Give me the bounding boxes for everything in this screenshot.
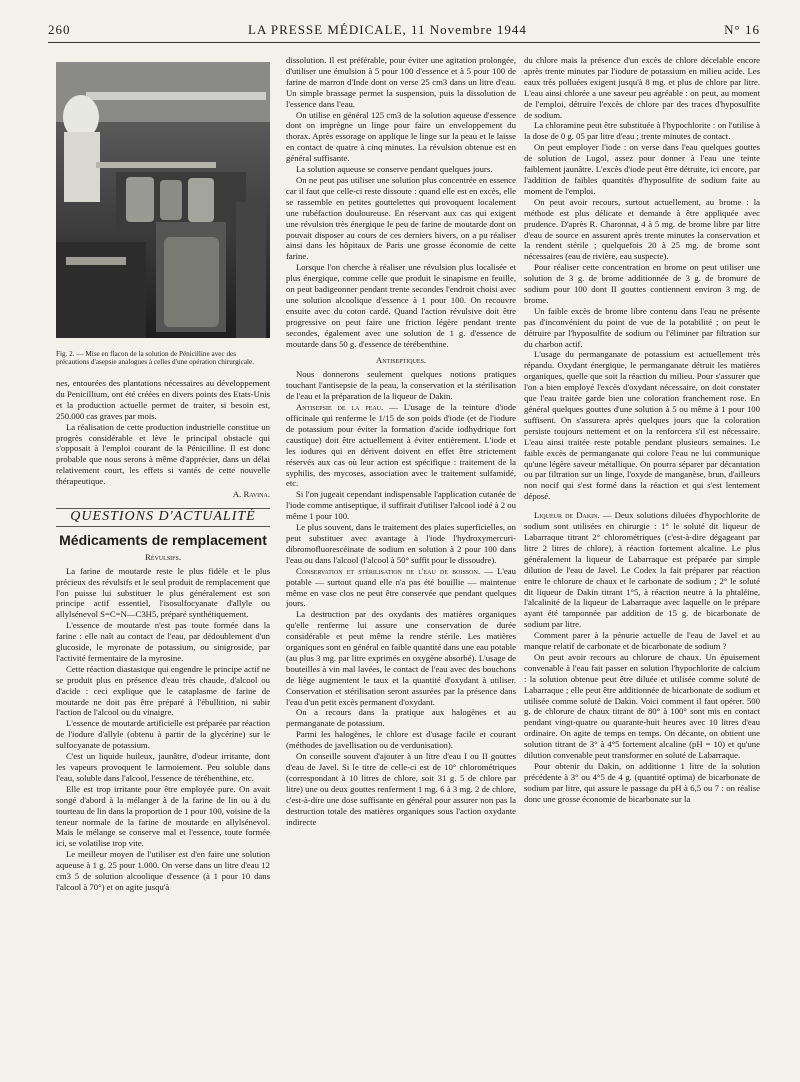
paragraph: du chlore mais la présence d'un excès de chlore décelable encore après trente minutes par l'iodure de potassium en milieu acide. Les eaux très polluées exigent jusqu'à 8 mg. et plus de chlore par litre. L'eau ainsi chlorée a une saveur peu agréable : on peut, au moment de l'emploi, détruire l'excès de chlore par des traces d'hyposulfite de sodium. (524, 55, 760, 120)
penicillin-bottling-photo (56, 62, 270, 338)
paragraph: Pour réaliser cette concentration en brome on peut utiliser une solution de 3 g. de brome additionnée de 3 g. de bromure de sodium pour 100 dont II gouttes contiennent environ 3 mg. de brome. (524, 262, 760, 305)
run-in-heading: Conservation et stérilisation de l'eau de boisson. (296, 565, 481, 576)
paragraph: Elle est trop irritante pour être employée pure. On avait songé d'abord à la mélanger à de la farine de lin ou à du tourteau de lin dans la proportion de 1 pour 100, voisine de la teneur normale de la farine de moutarde en allylsénevol. Mais le mélange se conserve mal et l'essence, toute formée ici, se volatilise trop vite. (56, 783, 270, 849)
paragraph (286, 566, 516, 610)
header-rule (48, 42, 760, 43)
figure-caption: Fig. 2. — Mise en flacon de la solution de Pénicilline avec des précautions d'asepsie analogues à celles d'une opération chirurgicale. (56, 350, 255, 367)
paragraph: On ne peut pas utiliser une solution plus concentrée en essence car il faut que celle-ci reste dissoute : quand elle est en excès, elle se rassemble en petites gouttelettes qui provoquent localement une rubéfaction douloureuse. En réservant aux cas qui exigent une révulsion très énergique le peu de farine de moutarde dont on pouvait disposer au cours de ces derniers hivers, on a pu réaliser ainsi dans les hôpitaux de Paris une grosse économie de cette farine. (286, 174, 516, 262)
paragraph (286, 402, 516, 489)
paragraph: La chloramine peut être substituée à l'hypochlorite : on l'utilise à la dose de 0 g. 05 par litre d'eau ; trente minutes de contact. (524, 120, 760, 142)
paragraph: L'usage du permanganate de potassium est actuellement très répandu. Oxydant énergique, le permanganate détruit les matières organiques, quelle que soit la réaction du milieu. Pour s'assurer que l'on a bien employé l'excès d'oxydant nécessaire, on doit constater que l'eau traitée garde bien une coloration franchement rose. En général quelques gouttes d'une solution à 5 ou même à 1 pour 100 suffisent. On s'assurera après quelques jours que la coloration persiste toujours nettement et on la renforcera s'il est nécessaire. L'eau ainsi traitée reste potable pendant plusieurs semaines. Le faible excès de permanganate qui colore l'eau ne lui communique qu'une légère saveur métallique. On pourra séparer par décantation ou par filtration sur un linge, l'oxyde de manganèse, brun, d'ailleurs non nocif qui s'est formé dans la réaction et qui s'est lentement déposé. (524, 349, 760, 502)
paragraph: dissolution. Il est préférable, pour éviter une agitation prolongée, d'utiliser une émulsion à 5 pour 100 d'essence et à 5 pour 100 de farine de marron d'Inde dont on verse 25 cm3 dans un litre d'eau. Un simple brassage permet la suspension, puis la dissolution de l'essence dans l'eau. (286, 55, 516, 109)
paragraph-text: — L'usage de la teinture d'iode officinale qui renferme le 1/15 de son poids d'iode (et de l'iodure de potassium pour éviter la formation d'acide iodhydrique fort caustique) doit être actuellement à éviter entièrement. L'iode et les iodures qui en dérivent doivent en effet être strictement réservés aux cas où leur action est spécifique : traitement de la syphilis, des mycoses, association avec le traitement sulfamidé, etc. (286, 402, 516, 489)
run-in-heading: Liqueur de Dakin. (534, 510, 600, 521)
paragraph: Lorsque l'on cherche à réaliser une révulsion plus localisée et plus énergique, comme celle que produit le sinapisme en feuille, on peut badigeonner pendant trente secondes l'endroit choisi avec une solution alcoolique d'essence à 1 pour 100. On recouvre ensuite avec du coton cardé. Quand l'action révulsive doit être progressive on peut faire une friction légère pendant trente secondes, également avec une solution de 1 g. d'essence de moutarde dans 50 g. d'essence de térébenthine. (286, 262, 516, 349)
column-1 (56, 378, 270, 1076)
paragraph: Si l'on jugeait cependant indispensable l'application cutanée de l'iode comme antiseptique, il suffirait d'utiliser l'alcool iodé à 2 ou même 1 pour 100. (286, 489, 516, 522)
paragraph: L'essence de moutarde artificielle est préparée par réaction de l'iodure d'allyle (obtenu à partir de la glycérine) sur le sulfocyanate de potassium. (56, 718, 270, 751)
paragraph: Nous donnerons seulement quelques notions pratiques touchant l'antisepsie de la peau, la conservation et la stérilisation de l'eau et la préparation de la liqueur de Dakin. (286, 369, 516, 402)
paragraph (524, 510, 760, 630)
paragraph: La solution aqueuse se conserve pendant quelques jours. (296, 164, 493, 175)
paragraph: On peut avoir recours au chlorure de chaux. Un épuisement convenable à l'eau fait passer en solution l'hypochlorite de calcium : la solution obtenue peut être diluée et utilisée comme soluté de Labarraque ; elle peut être additionnée de bicarbonate de sodium et utilisée comme soluté de Dakin. Voici comment il faut opérer. 500 g. de chlorure de chaux titrant de 80° à 100° sont mis en contact pendant vingt-quatre ou quarante-huit heures avec 10 litres d'eau ordinaire. On agite de temps en temps. On décante, on obtient une solution titrant de 3° à 4°5 fortement alcaline (pH = 10) et qu'une dilution convenable peut transformer en soluté de Labarraque. (524, 651, 760, 761)
paragraph: Pour obtenir du Dakin, on additionne 1 litre de la solution précédente à 3° ou 4°5 de 4 g. (quantité optima) de bicarbonate de sodium par litre, qui assure le passage du pH à 6,5 ou 7 : on réalise donc une grosse économie de bicarbonate sur la (524, 761, 760, 804)
journal-title: LA PRESSE MÉDICALE, 11 Novembre 1944 (248, 22, 527, 37)
running-header (48, 22, 760, 42)
paragraph: L'essence de moutarde n'est pas toute formée dans la farine : elle naît au contact de l'eau, par dédoublement d'un glucoside, le myronate de potassium, ou sinigroside, par l'activité fermentaire de la myrosine. (56, 620, 270, 663)
column-3 (524, 55, 760, 1076)
paragraph: On peut employer l'iode : on verse dans l'eau quelques gouttes de solution de Lugol, assez pour donner à l'eau une teinte faiblement jaunâtre. L'excès d'iode peut être détruite, ici encore, par l'addition de faibles quantités d'hyposulfite de sodium faite au moment de l'emploi. (524, 142, 760, 196)
paragraph: On peut avoir recours, surtout actuellement, au brome : la méthode est plus délicate et demande à être appliquée avec prudence. D'après R. Charonnat, 4 à 5 mg. de brome libre par litre d'eau de source en assurent après trente minutes la conservation et la rendent stérile ; quelquefois 20 à 25 mg. de brome sont nécessaires (eau de rivière, eau suspecte). (524, 196, 760, 262)
paragraph: On a recours dans la pratique aux halogènes et au permanganate de potassium. (286, 707, 516, 729)
paragraph: Un faible excès de brome libre contenu dans l'eau ne présente pas d'inconvénient du point de vue de la potabilité ; on peut le détruire par l'hyposulfite de sodium ou l'éliminer par filtration sur du charbon actif. (524, 305, 760, 349)
page-number: 260 (48, 22, 71, 37)
paragraph: La farine de moutarde reste le plus fidèle et le plus précieux des révulsifs et le seul produit de remplacement que l'on puisse lui substituer le plus généralement est son principe actif essentiel, l'isosulfocyanate d'allyle ou allylsénevol S=C=N—C3H5, préparé synthétiquement. (56, 565, 270, 620)
rubric-title: QUESTIONS D'ACTUALITÉ (56, 508, 270, 527)
paragraph-text: — L'eau potable — surtout quand elle n'a pas été bouillie — maintenue même en vase clos ne peut être conservée que pendant quelques jours. (286, 565, 516, 609)
paragraph-text: — Deux solutions diluées d'hypochlorite de sodium sont utilisées en chirurgie : 1° le soluté dit liqueur de Labarraque titrant 2° chlorométriques (c'est-à-dire dégageant par litre 2 litres de chlore), à réaction fortement alcaline. Le plus généralement la liqueur de Labarraque est préparée par simple dilution de l'eau de Javel. Le Codex la fait préparer par réaction entre le chlorure de chaux et le carbonate de sodium ; 2° le soluté dit liqueur de Dakin titrant 1°5, à réaction neutre à la phtaléine, l'alcalinité de la liqueur de Labarraque avec laquelle on le prépare ayant été tamponnée par addition de 15 g. de bicarbonate de sodium par litre. (524, 510, 760, 630)
paragraph: nes, entourées des plantations nécessaires au développement du Penicillium, ont été créées en divers points des Etats-Unis et la production actuelle permet de traiter, si besoin est, 250.000 cas graves par mois. (56, 378, 270, 421)
paragraph: Comment parer à la pénurie actuelle de l'eau de Javel et au manque relatif de carbonate et de bicarbonate de sodium ? (524, 630, 760, 652)
paragraph: La réalisation de cette production industrielle constitue un progrès considérable et lève le principal obstacle qui s'opposait à l'emploi courant de la Pénicilline. Il est donc probable que nous serons à même d'apprécier, dans un délai relativement court, les effets si vantés de cette nouvelle thérapeutique. (56, 421, 270, 487)
section-heading: Antiseptiques. (375, 355, 427, 366)
paragraph: La destruction par des oxydants des matières organiques qu'elle renferme lui assure une conservation de durée considérable et peut même la rendre stérile. Les matières organiques sont en général en faible quantité dans une eau potable (au plus 3 mg. par litre exprimés en oxygène absorbé). L'usage de bouteilles à vin mal lavées, le contact de l'eau avec des bouchons de liège augmentent le taux et la quantité d'oxydant à utiliser. Conservation et stérilisation seront assurées par la présence dans l'eau d'un petit excès permanent d'oxydant. (286, 609, 516, 707)
issue-number: N° 16 (724, 22, 760, 37)
paragraph: Parmi les halogènes, le chlore est d'usage facile et courant (méthodes de javellisation ou de verdunisation). (286, 729, 516, 751)
paragraph: Le plus souvent, dans le traitement des plaies superficielles, on peut substituer avec avantage à l'iode l'hydroxymercuri-dibromofluorescéinate de sodium en solution à 2 pour 100 dans l'eau ou dans l'alcool (l'alcool à 50° suffit pour le dissoudre). (286, 522, 516, 565)
photo-illustration (56, 62, 270, 338)
paragraph: Le meilleur moyen de l'utiliser est d'en faire une solution aqueuse à 1 g. 25 pour 1.000. On verse dans un litre d'eau 12 cm3 5 de solution alcoolique d'essence (à 1 pour 10 dans l'alcool à 70°) et on agite jusqu'à (56, 849, 270, 892)
column-2 (286, 55, 516, 1076)
run-in-heading: Antisepsie de la peau. (296, 402, 384, 413)
article-headline: Médicaments de remplacement (59, 531, 267, 548)
section-heading: Révulsifs. (144, 551, 182, 562)
paragraph: Cette réaction diastasique qui engendre le principe actif ne se produit plus en présence d'eau très chaude, d'alcool ou d'acide : ceci explique que le cataplasme de farine de moutarde ne doit pas être préparé à l'ébullition, ni subir l'action de l'alcool ou du vinaigre. (56, 663, 270, 718)
paragraph: On utilise en général 125 cm3 de la solution aqueuse d'essence dont on imprègne un linge pour faire un enveloppement du thorax. Après essorage on applique le linge sur la peau et le laisse en contact de quatre à cinq minutes. La révulsion obtenue est en général suffisante. (286, 109, 516, 164)
author-signature: A. Ravina. (232, 489, 270, 500)
paragraph: C'est un liquide huileux, jaunâtre, d'odeur irritante, dont les vapeurs provoquent le larmoiement. Peu soluble dans l'eau, soluble dans l'alcool, l'essence de térébenthine, etc. (56, 751, 270, 783)
paragraph: On conseille souvent d'ajouter à un litre d'eau I ou II gouttes d'eau de Javel. Si le titre de celle-ci est de 10° chlorométriques (correspondant à 10 litres de chlore, soit 31 g. 5 de chlore par litre) une ou deux gouttes renferment 1 mg. 6 à 3 mg. 2 de chlore, c'est-à-dire une dose suffisante en général pour assurer non pas la destruction totale des matières organiques sous l'action oxydante indirecte (286, 751, 516, 827)
